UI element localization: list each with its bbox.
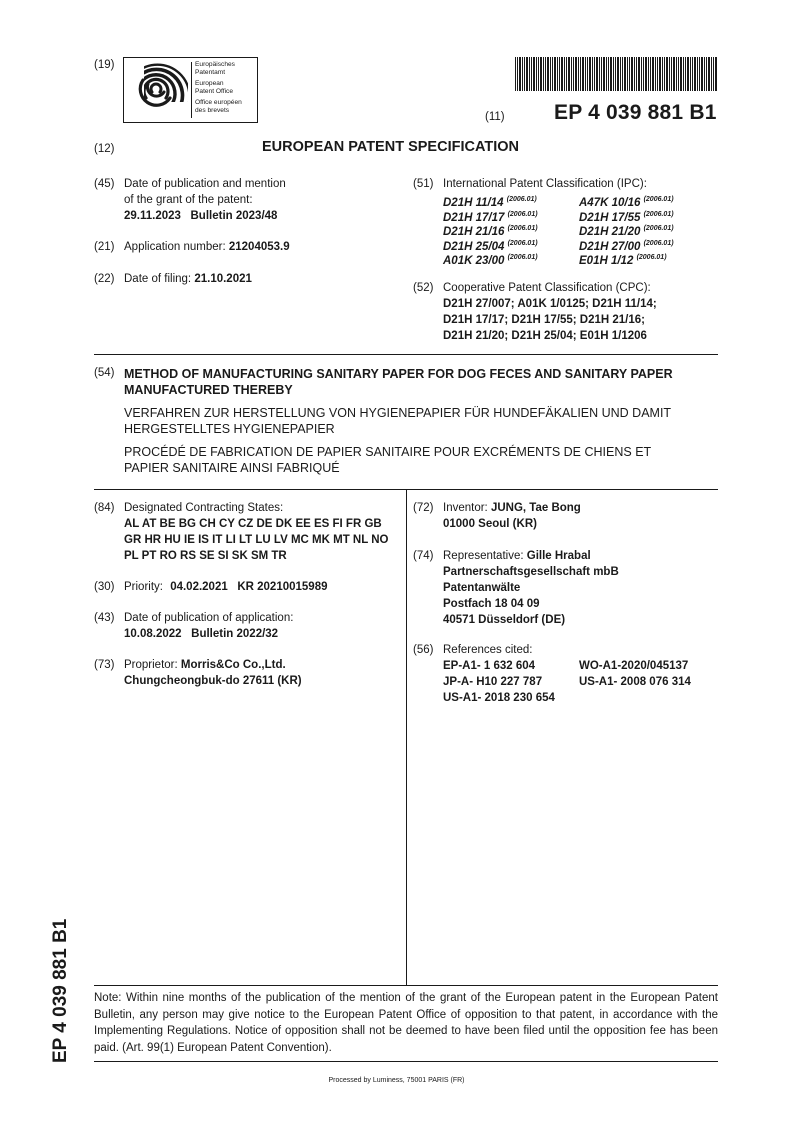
references-label: References cited: [443, 644, 533, 656]
code-52: (52) [413, 282, 434, 294]
representative-line: Gille Hrabal [526, 550, 591, 562]
code-30: (30) [94, 581, 115, 593]
code-22: (22) [94, 273, 115, 285]
ipc-code: E01H 1/12 $^{(2006.01)}$ [579, 254, 667, 267]
epo-logo [123, 57, 258, 123]
opposition-note: Note: Within nine months of the publication of the mention of the grant of the European patent in the European Patent Bulletin, any person may give notice to the European Patent Office of opposition to that patent, in accordance with the Implementing Regulations. Notice of opposition shall not be deemed to have been filed until the opposition fee has been paid. (Art. 99(1) European Patent Convention). [94, 992, 718, 1054]
reference: US-A1- 2008 076 314 [579, 676, 691, 688]
column-divider [406, 489, 407, 985]
states-line: GR HR HU IE IS IT LI LT LU LV MC MK MT NL NO [124, 534, 389, 546]
code-51: (51) [413, 178, 434, 190]
code-74: (74) [413, 550, 434, 562]
divider [94, 1061, 718, 1062]
reference: US-A1- 2018 230 654 [443, 692, 555, 704]
code-84: (84) [94, 502, 115, 514]
code-19: (19) [94, 59, 115, 71]
ipc-label: International Patent Classification (IPC): [443, 178, 647, 190]
ipc-code: A01K 23/00 $^{(2006.01)}$ [443, 254, 538, 267]
ipc-code: D21H 27/00 $^{(2006.01)}$ [579, 239, 674, 253]
filing-date-row: Date of filing: 21.10.2021 [124, 273, 252, 285]
code-45: (45) [94, 178, 115, 190]
title-english: METHOD OF MANUFACTURING SANITARY PAPER FOR DOG FECES AND SANITARY PAPER MANUFACTURED THEREBY [124, 367, 673, 397]
states-line: PL PT RO RS SE SI SK SM TR [124, 550, 287, 562]
divider [94, 354, 718, 355]
code-72: (72) [413, 502, 434, 514]
grant-label-1: Date of publication and mention [124, 178, 286, 190]
priority-row: Priority: 04.02.2021 KR 20210015989 [124, 581, 328, 593]
footer-processed-by: Processed by Luminess, 75001 PARIS (FR) [328, 1077, 465, 1084]
app-pub-value: 10.08.2022 Bulletin 2022/32 [124, 628, 279, 640]
application-number: 21204053.9 [228, 241, 290, 253]
office-names: Europäisches Patentamt European Patent Office Office européen des brevets [195, 61, 242, 114]
divider [94, 985, 718, 986]
grant-value: 29.11.2023 Bulletin 2023/48 [124, 210, 278, 222]
priority-value: 04.02.2021 KR 20210015989 [170, 581, 328, 593]
publication-number: EP 4 039 881 B1 [554, 101, 717, 124]
representative-line: 40571 Düsseldorf (DE) [443, 614, 566, 626]
reference: WO-A1-2020/045137 [579, 660, 689, 672]
inventor-address: 01000 Seoul (KR) [443, 518, 537, 530]
reference: JP-A- H10 227 787 [443, 676, 543, 688]
document-title: EUROPEAN PATENT SPECIFICATION [262, 139, 519, 155]
code-73: (73) [94, 659, 115, 671]
ipc-code: D21H 25/04 $^{(2006.01)}$ [443, 239, 538, 253]
ipc-code: D21H 11/14 $^{(2006.01)}$ [443, 196, 537, 209]
reference: EP-A1- 1 632 604 [443, 660, 536, 672]
filing-date: 21.10.2021 [194, 273, 252, 285]
title-french: PROCÉDÉ DE FABRICATION DE PAPIER SANITAIRE POUR EXCRÉMENTS DE CHIENS ET PAPIER SANITAIRE AINSI FABRIQUÉ [124, 445, 652, 475]
cpc-line: D21H 27/007; A01K 1/0125; D21H 11/14; [443, 298, 657, 310]
proprietor-name: Morris&Co Co.,Ltd. [180, 659, 286, 671]
barcode [515, 57, 717, 91]
code-54: (54) [94, 367, 115, 379]
inventor-name: JUNG, Tae Bong [490, 502, 581, 514]
epo-emblem-icon [130, 62, 188, 118]
proprietor-address: Chungcheongbuk-do 27611 (KR) [124, 675, 302, 687]
title-german: VERFAHREN ZUR HERSTELLUNG VON HYGIENEPAPIER FÜR HUNDEFÄKALIEN UND DAMIT HERGESTELLTES HYGIENEPAPIER [124, 406, 672, 436]
representative-row: Representative: Gille Hrabal [443, 550, 591, 562]
proprietor-row: Proprietor: Morris&Co Co.,Ltd. [124, 659, 286, 671]
states-line: AL AT BE BG CH CY CZ DE DK EE ES FI FR GB [124, 518, 382, 530]
code-56: (56) [413, 644, 434, 656]
code-43: (43) [94, 612, 115, 624]
representative-line: Patentanwälte [443, 582, 521, 594]
side-publication-number: EP 4 039 881 B1 [50, 918, 71, 1063]
code-21: (21) [94, 241, 115, 253]
app-pub-label: Date of publication of application: [124, 612, 294, 624]
inventor-row: Inventor: JUNG, Tae Bong [443, 502, 581, 514]
ipc-code: D21H 21/20 $^{(2006.01)}$ [579, 225, 674, 238]
code-12: (12) [94, 143, 115, 155]
representative-line: Postfach 18 04 09 [443, 598, 540, 610]
ipc-code: D21H 21/16 $^{(2006.01)}$ [443, 225, 538, 238]
states-label: Designated Contracting States: [124, 502, 284, 514]
grant-label-2: of the grant of the patent: [124, 194, 253, 206]
ipc-code: A47K 10/16 $^{(2006.01)}$ [579, 196, 674, 209]
application-number-row: Application number: 21204053.9 [124, 241, 290, 253]
code-11: (11) [485, 111, 505, 123]
cpc-label: Cooperative Patent Classification (CPC): [443, 282, 651, 294]
cpc-line: D21H 17/17; D21H 17/55; D21H 21/16; [443, 314, 646, 326]
cpc-line: D21H 21/20; D21H 25/04; E01H 1/1206 [443, 330, 647, 342]
ipc-code: D21H 17/17 $^{(2006.01)}$ [443, 210, 538, 224]
representative-line: Partnerschaftsgesellschaft mbB [443, 566, 619, 578]
ipc-code: D21H 17/55 $^{(2006.01)}$ [579, 210, 674, 224]
